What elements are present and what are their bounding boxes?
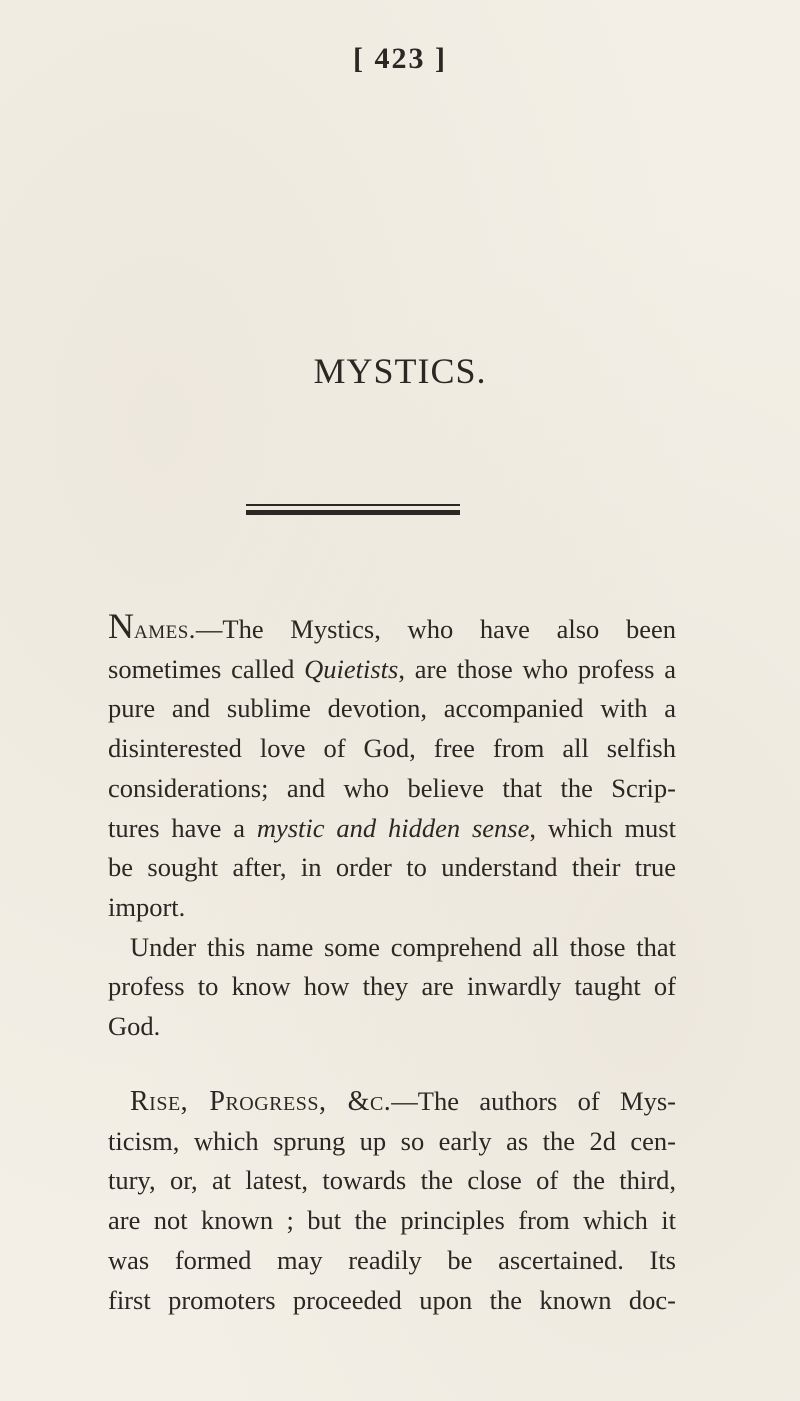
text-line: disinterested love of God, free from all selfish [108,733,676,764]
text-line: are not known ; but the principles from which it [108,1205,676,1236]
title-rule-thick [246,510,460,515]
text-line: be sought after, in order to understand their true [108,852,676,883]
text-line: considerations; and who believe that the Scrip- [108,772,676,803]
text-line [108,607,676,650]
section-lead: Rise, Progress, &c. [130,1086,392,1117]
text-line [108,650,676,690]
text-line: profess to know how they are inwardly taught of [108,971,676,1002]
text-line: pure and sublime devotion, accompanied with a [108,693,676,724]
lead-initial: N [108,606,134,646]
lead-word: ames. [134,614,196,644]
italic-term: Quietists [304,653,399,684]
text-fragment: tures have a [108,812,257,843]
text-line: God. [108,1011,161,1042]
title-rule-thin [246,504,460,506]
text-fragment: —The Mystics, who have also been [195,614,676,644]
page-number: [ 423 ] [353,42,447,75]
text-line [108,809,676,849]
text-fragment: —The authors of Mys- [391,1086,676,1116]
text-line: was formed may readily be ascertained. Its [108,1244,676,1275]
text-line: tury, or, at latest, towards the close of the third, [108,1165,676,1196]
text-line: Under this name some comprehend all those that [130,931,676,962]
paragraph-rise-progress [108,1082,676,1320]
chapter-title: MYSTICS. [313,351,487,391]
italic-term: mystic and hidden sense [256,812,530,843]
paragraph-names [108,607,676,1047]
text-line: first promoters proceeded upon the known doc- [108,1284,676,1315]
text-line [108,1082,676,1122]
text-fragment: sometimes called [108,653,305,684]
text-fragment: , are those who profess a [398,653,676,684]
text-line: import. [108,891,186,922]
text-fragment: , which must [529,812,676,843]
text-line: ticism, which sprung up so early as the 2d cen- [108,1125,676,1156]
